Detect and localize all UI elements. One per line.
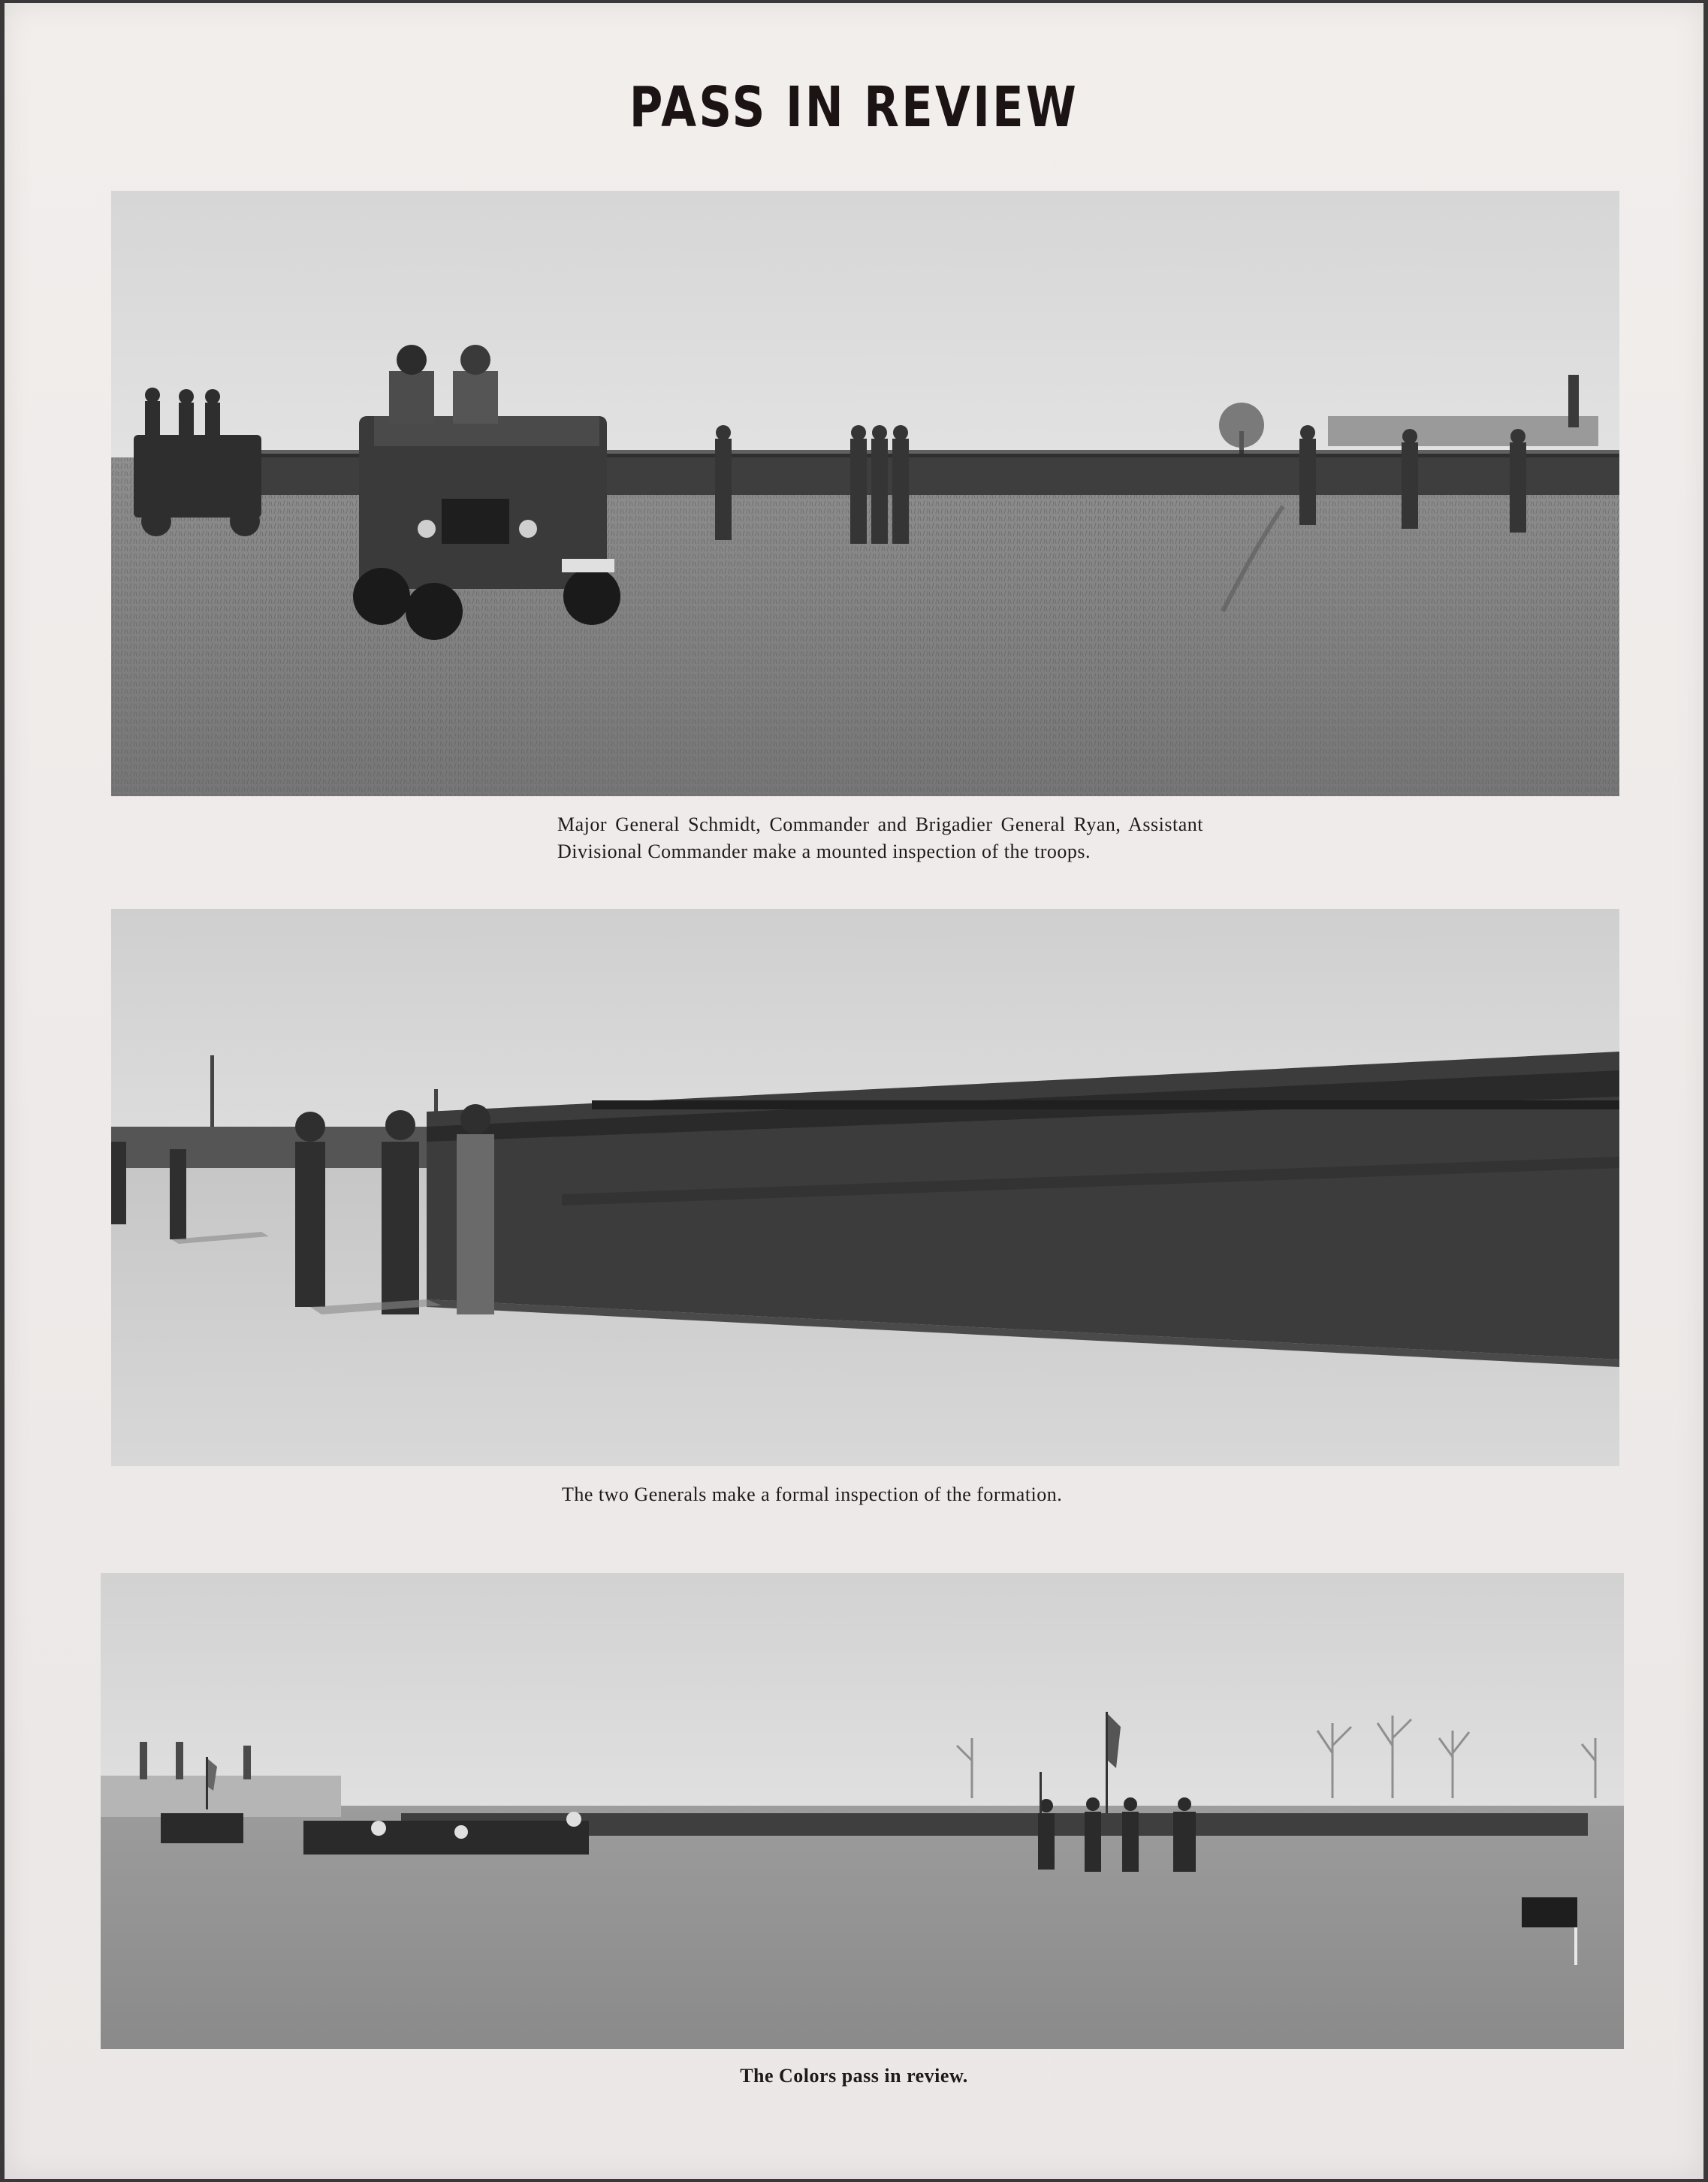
- mounted-inspection-caption: Major General Schmidt, Commander and Brigadier General Ryan, Assistant Divisional Commander make a mounted inspection of the troops.: [557, 813, 1203, 862]
- page-title: PASS IN REVIEW: [629, 75, 1079, 140]
- mounted-inspection-photo: [111, 191, 1619, 796]
- colors-review-photo: [101, 1573, 1624, 2049]
- formal-inspection-image: [111, 909, 1619, 1466]
- mounted-inspection-image: [111, 191, 1619, 796]
- formal-inspection-caption: The two Generals make a formal inspection of the formation.: [562, 1483, 1063, 1505]
- yearbook-page: [5, 3, 1703, 2179]
- formal-inspection-photo: [111, 909, 1619, 1466]
- colors-review-caption: The Colors pass in review.: [740, 2065, 968, 2087]
- colors-review-image: [101, 1573, 1624, 2049]
